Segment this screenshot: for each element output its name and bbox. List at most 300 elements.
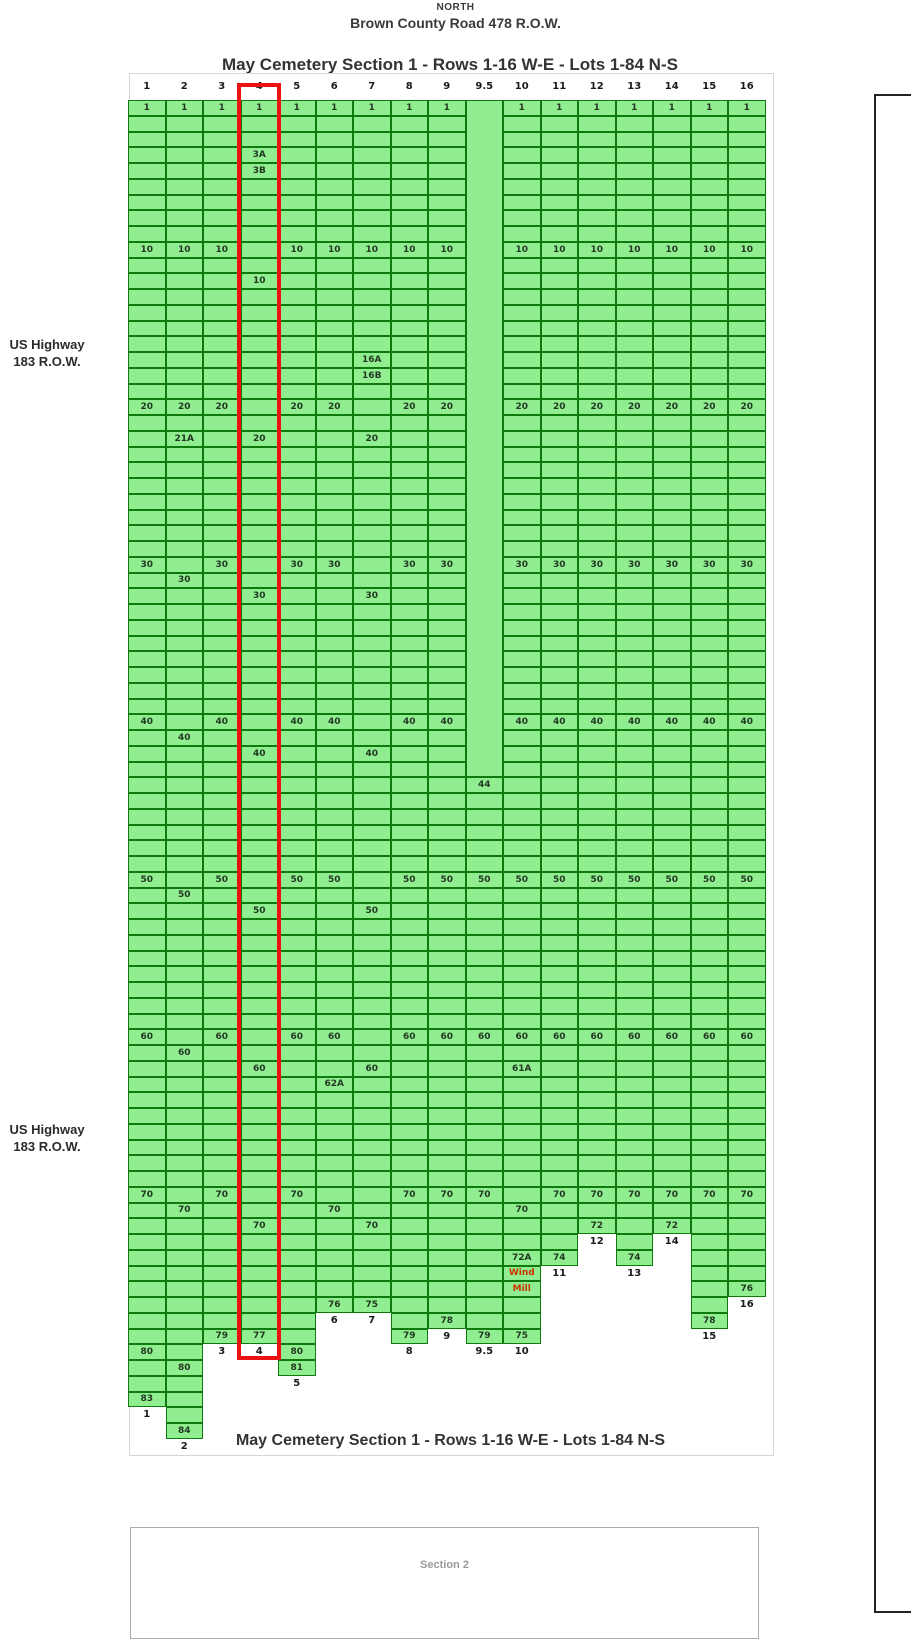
lot-cell-r12-1: 1 <box>578 100 616 116</box>
lot-cell <box>541 336 579 352</box>
lot-cell <box>691 1297 729 1313</box>
lot-cell <box>728 525 766 541</box>
lot-cell <box>203 462 241 478</box>
lot-cell <box>316 588 354 604</box>
lot-cell <box>503 982 541 998</box>
lot-cell <box>128 478 166 494</box>
lot-cell <box>278 1234 316 1250</box>
column-header-12: 12 <box>589 81 604 92</box>
lot-cell <box>728 305 766 321</box>
lot-cell <box>353 840 391 856</box>
lot-cell <box>128 1077 166 1093</box>
lot-cell <box>203 1045 241 1061</box>
lot-cell <box>428 777 466 793</box>
lot-cell <box>316 210 354 226</box>
lot-cell <box>428 525 466 541</box>
lot-cell <box>316 1061 354 1077</box>
lot-cell <box>428 588 466 604</box>
lot-cell <box>428 1234 466 1250</box>
lot-cell <box>203 620 241 636</box>
lot-cell <box>578 1124 616 1140</box>
lot-cell <box>466 825 504 841</box>
lot-cell <box>466 1266 504 1282</box>
lot-cell <box>128 667 166 683</box>
lot-cell-r11-60: 60 <box>541 1029 579 1045</box>
lot-cell <box>616 1155 654 1171</box>
lot-cell <box>503 273 541 289</box>
column-footer-7: 7 <box>368 1314 376 1326</box>
lot-cell <box>316 573 354 589</box>
lot-cell <box>391 462 429 478</box>
lot-cell <box>691 1234 729 1250</box>
lot-cell <box>203 258 241 274</box>
lot-cell-r11-20: 20 <box>541 399 579 415</box>
lot-cell <box>616 116 654 132</box>
lot-cell <box>278 494 316 510</box>
lot-cell <box>616 195 654 211</box>
lot-cell <box>616 777 654 793</box>
lot-cell <box>353 573 391 589</box>
lot-cell <box>353 447 391 463</box>
lot-cell-r6-50: 50 <box>316 872 354 888</box>
lot-cell-r11-50: 50 <box>541 872 579 888</box>
lot-cell <box>653 116 691 132</box>
lot-cell <box>691 478 729 494</box>
lot-cell <box>128 1250 166 1266</box>
lot-cell <box>316 163 354 179</box>
grid-column-9 <box>428 81 466 1342</box>
lot-cell <box>616 163 654 179</box>
lot-cell <box>316 1092 354 1108</box>
lot-cell <box>128 777 166 793</box>
lot-cell <box>353 856 391 872</box>
lot-cell <box>503 1297 541 1313</box>
lot-cell <box>353 415 391 431</box>
grid-column-3 <box>203 81 241 1358</box>
lot-cell <box>728 1045 766 1061</box>
lot-cell <box>616 683 654 699</box>
column-footer-15: 15 <box>702 1330 717 1342</box>
lot-cell <box>391 856 429 872</box>
lot-cell <box>316 998 354 1014</box>
lot-cell <box>616 1140 654 1156</box>
lot-cell <box>316 447 354 463</box>
lot-cell <box>503 935 541 951</box>
lot-cell <box>353 321 391 337</box>
lot-cell <box>428 1092 466 1108</box>
lot-cell <box>203 273 241 289</box>
lot-cell <box>203 1155 241 1171</box>
lot-cell-r3-30: 30 <box>203 557 241 573</box>
lot-cell <box>503 321 541 337</box>
lot-cell <box>278 573 316 589</box>
lot-cell <box>691 667 729 683</box>
lot-cell <box>316 1155 354 1171</box>
lot-cell <box>203 793 241 809</box>
lot-cell <box>128 163 166 179</box>
lot-cell <box>128 1140 166 1156</box>
road-label: Brown County Road 478 R.O.W. <box>350 15 561 31</box>
lot-cell <box>353 1140 391 1156</box>
lot-cell <box>578 998 616 1014</box>
lot-cell <box>166 1124 204 1140</box>
lot-cell <box>391 494 429 510</box>
lot-cell <box>203 116 241 132</box>
lot-cell <box>391 510 429 526</box>
lot-cell <box>728 1250 766 1266</box>
lot-cell-r8-10: 10 <box>391 242 429 258</box>
lot-cell <box>391 273 429 289</box>
lot-cell <box>166 336 204 352</box>
lot-cell <box>728 651 766 667</box>
lot-cell <box>278 447 316 463</box>
lot-cell <box>128 195 166 211</box>
lot-cell <box>578 541 616 557</box>
lot-cell <box>353 1108 391 1124</box>
lot-cell-r12-60: 60 <box>578 1029 616 1045</box>
lot-cell <box>128 620 166 636</box>
lot-cell <box>728 195 766 211</box>
lot-cell <box>353 1014 391 1030</box>
lot-cell <box>541 132 579 148</box>
lot-cell <box>278 588 316 604</box>
lot-cell <box>541 478 579 494</box>
column-header-15: 15 <box>702 81 717 92</box>
lot-cell <box>166 1092 204 1108</box>
lot-cell <box>203 147 241 163</box>
lot-cell <box>503 305 541 321</box>
lot-cell <box>616 273 654 289</box>
lot-cell-r9-70: 70 <box>428 1187 466 1203</box>
lot-cell <box>466 856 504 872</box>
lot-cell <box>353 998 391 1014</box>
lot-cell-r7-70: 70 <box>353 1218 391 1234</box>
lot-cell <box>728 588 766 604</box>
lot-cell <box>428 667 466 683</box>
lot-cell <box>278 368 316 384</box>
lot-cell-r3-10: 10 <box>203 242 241 258</box>
lot-cell <box>428 462 466 478</box>
lot-cell-r1-30: 30 <box>128 557 166 573</box>
north-label: NORTH <box>436 2 475 13</box>
lot-cell-r10-72A: 72A <box>503 1250 541 1266</box>
lot-cell <box>541 825 579 841</box>
lot-cell <box>128 888 166 904</box>
lot-cell <box>128 352 166 368</box>
lot-cell <box>428 573 466 589</box>
lot-cell-r2-70: 70 <box>166 1203 204 1219</box>
lot-cell <box>391 147 429 163</box>
lot-cell <box>278 226 316 242</box>
lot-cell <box>166 147 204 163</box>
lot-cell <box>616 730 654 746</box>
lot-cell <box>653 588 691 604</box>
lot-cell <box>691 1140 729 1156</box>
lot-cell <box>541 431 579 447</box>
lot-cell <box>653 258 691 274</box>
lot-cell <box>578 478 616 494</box>
lot-cell <box>578 588 616 604</box>
lot-cell <box>503 683 541 699</box>
lot-cell <box>691 1061 729 1077</box>
lot-cell <box>278 1281 316 1297</box>
lot-cell <box>278 132 316 148</box>
lot-cell <box>278 620 316 636</box>
lot-cell <box>128 840 166 856</box>
lot-cell <box>691 998 729 1014</box>
lot-cell <box>503 210 541 226</box>
lot-cell <box>353 1250 391 1266</box>
lot-cell-r9-1: 1 <box>428 100 466 116</box>
lot-cell <box>616 210 654 226</box>
lot-cell-r15-20: 20 <box>691 399 729 415</box>
lot-cell <box>428 132 466 148</box>
lot-cell <box>128 966 166 982</box>
lot-cell <box>353 494 391 510</box>
lot-cell <box>428 478 466 494</box>
lot-cell <box>428 1140 466 1156</box>
lot-cell <box>128 825 166 841</box>
column-header-16: 16 <box>739 81 754 92</box>
column-footer-4: 4 <box>255 1346 263 1358</box>
lot-cell <box>166 588 204 604</box>
lot-cell <box>728 210 766 226</box>
lot-cell <box>503 1014 541 1030</box>
lot-cell <box>728 951 766 967</box>
lot-cell-r7-20: 20 <box>353 431 391 447</box>
lot-cell-r7-16A: 16A <box>353 352 391 368</box>
lot-cell <box>391 210 429 226</box>
lot-cell <box>653 179 691 195</box>
lot-cell <box>203 494 241 510</box>
lot-cell <box>166 872 204 888</box>
lot-cell <box>428 384 466 400</box>
lot-cell <box>316 1045 354 1061</box>
lot-cell <box>128 1092 166 1108</box>
lot-cell <box>128 1234 166 1250</box>
lot-cell <box>278 903 316 919</box>
lot-cell <box>578 352 616 368</box>
lot-cell <box>166 1313 204 1329</box>
lot-cell <box>428 825 466 841</box>
page-title: May Cemetery Section 1 - Rows 1-16 W-E - Lots 1-84 N-S <box>222 55 678 74</box>
lot-cell <box>128 1124 166 1140</box>
lot-cell-r5-40: 40 <box>278 714 316 730</box>
lot-cell-r12-40: 40 <box>578 714 616 730</box>
lot-cell <box>203 179 241 195</box>
lot-cell-r13-70: 70 <box>616 1187 654 1203</box>
lot-cell <box>391 525 429 541</box>
lot-cell <box>691 888 729 904</box>
lot-cell <box>316 1171 354 1187</box>
lot-cell-r2-40: 40 <box>166 730 204 746</box>
lot-cell-r10-60: 60 <box>503 1029 541 1045</box>
lot-cell-r11-30: 30 <box>541 557 579 573</box>
lot-cell <box>353 620 391 636</box>
lot-cell <box>166 368 204 384</box>
lot-cell <box>691 116 729 132</box>
lot-cell <box>316 762 354 778</box>
lot-cell <box>728 856 766 872</box>
lot-cell <box>166 210 204 226</box>
lot-cell-r11-70: 70 <box>541 1187 579 1203</box>
lot-cell-r15-70: 70 <box>691 1187 729 1203</box>
lot-cell <box>166 651 204 667</box>
lot-cell <box>541 588 579 604</box>
lot-cell <box>353 163 391 179</box>
lot-cell <box>128 258 166 274</box>
column-header-11: 11 <box>552 81 567 92</box>
lot-cell <box>728 919 766 935</box>
lot-cell <box>653 431 691 447</box>
lot-cell <box>316 179 354 195</box>
lot-cell-r4-40: 40 <box>241 746 279 762</box>
lot-cell <box>653 982 691 998</box>
lot-cell <box>353 179 391 195</box>
lot-cell-r3-1: 1 <box>203 100 241 116</box>
lot-cell <box>653 1108 691 1124</box>
lot-cell <box>391 1203 429 1219</box>
lot-cell <box>466 1140 504 1156</box>
lot-cell <box>278 258 316 274</box>
lot-cell <box>653 651 691 667</box>
lot-cell <box>691 1250 729 1266</box>
lot-cell-r6-20: 20 <box>316 399 354 415</box>
grid-column-7 <box>353 81 391 1326</box>
column-footer-9.5: 9.5 <box>475 1346 494 1358</box>
lot-cell-r12-72: 72 <box>578 1218 616 1234</box>
lot-cell-r6-76: 76 <box>316 1297 354 1313</box>
lot-cell <box>503 699 541 715</box>
lot-cell-r10-75: 75 <box>503 1329 541 1345</box>
lot-cell <box>316 132 354 148</box>
lot-cell <box>691 1203 729 1219</box>
lot-cell <box>278 210 316 226</box>
lot-cell <box>728 163 766 179</box>
lot-cell <box>578 935 616 951</box>
lot-cell <box>278 840 316 856</box>
lot-cell <box>541 935 579 951</box>
lot-cell <box>166 384 204 400</box>
lot-cell <box>691 1045 729 1061</box>
lot-cell <box>691 951 729 967</box>
lot-cell <box>728 573 766 589</box>
lot-cell <box>691 541 729 557</box>
lot-cell <box>128 809 166 825</box>
lot-cell <box>428 1266 466 1282</box>
lot-cell <box>203 1250 241 1266</box>
lot-cell <box>166 777 204 793</box>
lot-cell <box>691 1155 729 1171</box>
lot-cell <box>728 1171 766 1187</box>
lot-cell <box>166 966 204 982</box>
lot-cell <box>691 415 729 431</box>
grid-column-9.5 <box>466 81 504 1358</box>
lot-cell <box>728 258 766 274</box>
lot-cell <box>128 336 166 352</box>
lot-cell <box>728 431 766 447</box>
lot-cell <box>503 541 541 557</box>
lot-cell <box>691 604 729 620</box>
lot-cell <box>203 809 241 825</box>
lot-cell <box>353 1234 391 1250</box>
lot-cell <box>278 1092 316 1108</box>
lot-cell-r4-1: 1 <box>241 100 279 116</box>
lot-cell <box>128 573 166 589</box>
lot-cell <box>616 447 654 463</box>
lot-cell-r6-30: 30 <box>316 557 354 573</box>
lot-cell-r8-40: 40 <box>391 714 429 730</box>
lot-cell <box>353 636 391 652</box>
lot-cell <box>616 840 654 856</box>
lot-cell <box>578 305 616 321</box>
lot-cell <box>691 636 729 652</box>
lot-cell-r15-60: 60 <box>691 1029 729 1045</box>
lot-cell <box>466 1203 504 1219</box>
lot-cell <box>391 730 429 746</box>
lot-cell <box>728 888 766 904</box>
lot-cell <box>278 982 316 998</box>
lot-cell <box>541 636 579 652</box>
lot-cell <box>541 163 579 179</box>
lot-cell-r14-72: 72 <box>653 1218 691 1234</box>
lot-cell <box>128 116 166 132</box>
lot-cell <box>653 415 691 431</box>
lot-cell <box>616 132 654 148</box>
grid-column-14 <box>653 81 691 1247</box>
lot-cell <box>728 541 766 557</box>
lot-cell <box>316 147 354 163</box>
column-header-2: 2 <box>180 81 188 92</box>
lot-cell <box>391 289 429 305</box>
lot-cell <box>541 352 579 368</box>
lot-cell <box>203 762 241 778</box>
lot-cell <box>541 1124 579 1140</box>
lot-cell <box>541 462 579 478</box>
lot-cell <box>541 195 579 211</box>
lot-cell <box>616 825 654 841</box>
column-header-9: 9 <box>443 81 451 92</box>
lot-cell <box>541 699 579 715</box>
lot-cell <box>616 636 654 652</box>
lot-cell-r9.5-70: 70 <box>466 1187 504 1203</box>
lot-cell <box>316 462 354 478</box>
lot-cell <box>166 415 204 431</box>
lot-cell <box>278 273 316 289</box>
lot-cell <box>203 447 241 463</box>
lot-cell <box>503 525 541 541</box>
lot-cell <box>428 730 466 746</box>
lot-cell <box>466 919 504 935</box>
lot-cell <box>316 982 354 998</box>
lot-cell <box>391 1092 429 1108</box>
lot-cell <box>691 1218 729 1234</box>
lot-cell <box>203 289 241 305</box>
lot-cell <box>428 195 466 211</box>
lot-cell <box>541 573 579 589</box>
lot-cell <box>128 1329 166 1345</box>
highway-label-lower <box>0 1122 94 1155</box>
lot-cell <box>541 982 579 998</box>
lot-cell <box>653 510 691 526</box>
lot-cell <box>203 573 241 589</box>
lot-cell <box>316 1108 354 1124</box>
lot-cell <box>278 856 316 872</box>
lot-cell <box>691 384 729 400</box>
lot-cell-r1-60: 60 <box>128 1029 166 1045</box>
lot-cell <box>278 541 316 557</box>
lot-cell <box>166 557 204 573</box>
